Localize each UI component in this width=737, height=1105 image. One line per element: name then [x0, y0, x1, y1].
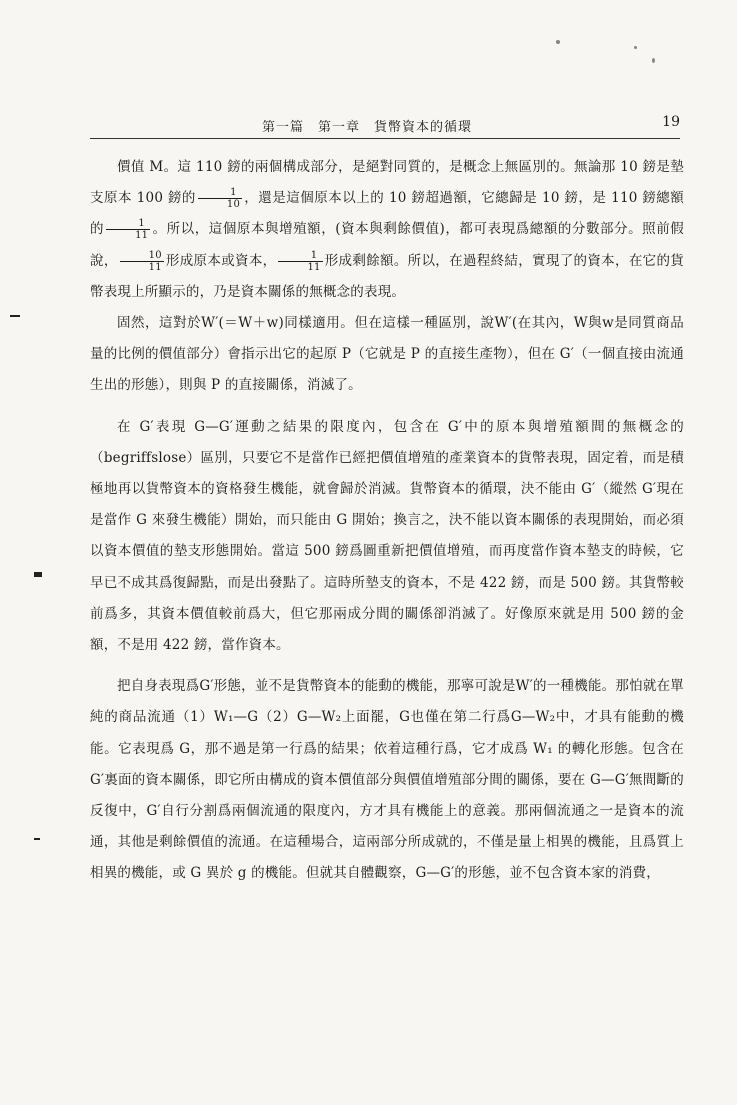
- text-run: 在 G′表現 G—G′運動之結果的限度內，包含在 G′中的原本與增殖額間的無概念的（begriffslose）區別，只要它不是當作已經把價值增殖的產業資本的貨幣表現，固定着，而是積極地再以貨幣資本的資格發生機能，就會歸於消滅。貨幣資本的循環，決不能由 G′（縱然 G′現在是當作 G 來發生機能）開始，而只能由 G 開始；換言之，決不能以資本關係的表現開始，而必須以資本價值的墊支形態開始。當這 500 鎊爲圖重新把價值增殖，而再度當作資本墊支的時候，它早已不成其爲復歸點，而是出發點了。這時所墊支的資本，不是 422 鎊，而是 500 鎊。其貨幣較前爲多，其資本價值較前爲大，但它那兩成分間的關係卻消滅了。好像原來就是用 500 鎊的金額，不是用 422 鎊，當作資本。: [90, 418, 684, 654]
- page-number: 19: [662, 114, 680, 130]
- fraction: [278, 250, 322, 273]
- paragraph: [90, 152, 684, 308]
- paragraph: [90, 671, 684, 889]
- fraction-numerator: 10: [120, 250, 164, 262]
- text-run: 形成原本或資本，: [165, 252, 277, 269]
- running-header: [90, 112, 680, 139]
- scan-speck: [652, 58, 655, 63]
- text-run: 。所以，這個原本與增殖額，(資本與剩餘價值)，都可表現爲總額的分數部分。照前假說，: [90, 221, 684, 269]
- margin-mark: [34, 572, 42, 577]
- text-run: ，還是這個原本以上的 10 鎊超過額，它總歸是 10 鎊，是 110 鎊總額的: [90, 190, 684, 238]
- paragraph: [90, 412, 684, 662]
- paragraph: [90, 308, 684, 402]
- fraction-numerator: 1: [106, 218, 150, 230]
- text-run: 形成剩餘額。所以，在過程終結，實現了的資本，在它的貨幣表現上所顯示的，乃是資本關係的無概念的表現。: [90, 252, 684, 300]
- text-run: 價值 M。這 110 鎊的兩個構成部分，是絕對同質的，是概念上無區別的。無論那 10 鎊是墊支原本 100 鎊的: [90, 159, 684, 207]
- fraction-denominator: 10: [226, 199, 241, 211]
- margin-mark: [10, 315, 20, 317]
- fraction-numerator: 1: [278, 250, 322, 262]
- fraction: [120, 250, 164, 273]
- fraction-denominator: 11: [135, 230, 149, 242]
- fraction-numerator: 1: [198, 187, 242, 199]
- text-run: 把自身表現爲G′形態，並不是貨幣資本的能動的機能，那寧可說是W′的一種機能。那怕就在單純的商品流通（1）W₁—G（2）G—W₂上面罷，G也僅在第二行爲G—W₂中，才具有能動的機能。它表現爲 G，那不過是第一行爲的結果；依着這種行爲，它才成爲 W₁ 的轉化形態。包含在 G′裏面的資本關係，即它所由構成的資本價值部分與價值增殖部分間的關係，要在 G—G′無間斷的反復中，G′自行分割爲兩個流通的限度內，方才具有機能上的意義。那兩個流通之一是資本的流通，其他是剩餘價值的流通。在這種場合，這兩部分所成就的，不僅是量上相異的機能，且爲質上相異的機能，或 G 異於 g 的機能。但就其自體觀察，G—G′的形態，並不包含資本家的消費，: [90, 678, 684, 882]
- scan-speck: [556, 40, 560, 44]
- text-run: 固然，這對於W′(＝W＋w)同樣適用。但在這樣一種區別，說W′(在其內，W與w是同質商品量的比例的價值部分）會指示出它的起原 P（它就是 P 的直接生產物），但在 G′（一個直接由流通生出的形態），則與 P 的直接關係，消滅了。: [90, 315, 684, 394]
- fraction: [198, 187, 242, 210]
- margin-mark: [34, 838, 40, 840]
- fraction: [106, 218, 150, 241]
- chapter-title: 第一篇 第一章 貨幣資本的循環: [262, 120, 473, 135]
- scan-speck: [634, 46, 637, 49]
- fraction-denominator: 11: [307, 261, 321, 273]
- body-text: [90, 152, 684, 890]
- fraction-denominator: 11: [148, 261, 162, 273]
